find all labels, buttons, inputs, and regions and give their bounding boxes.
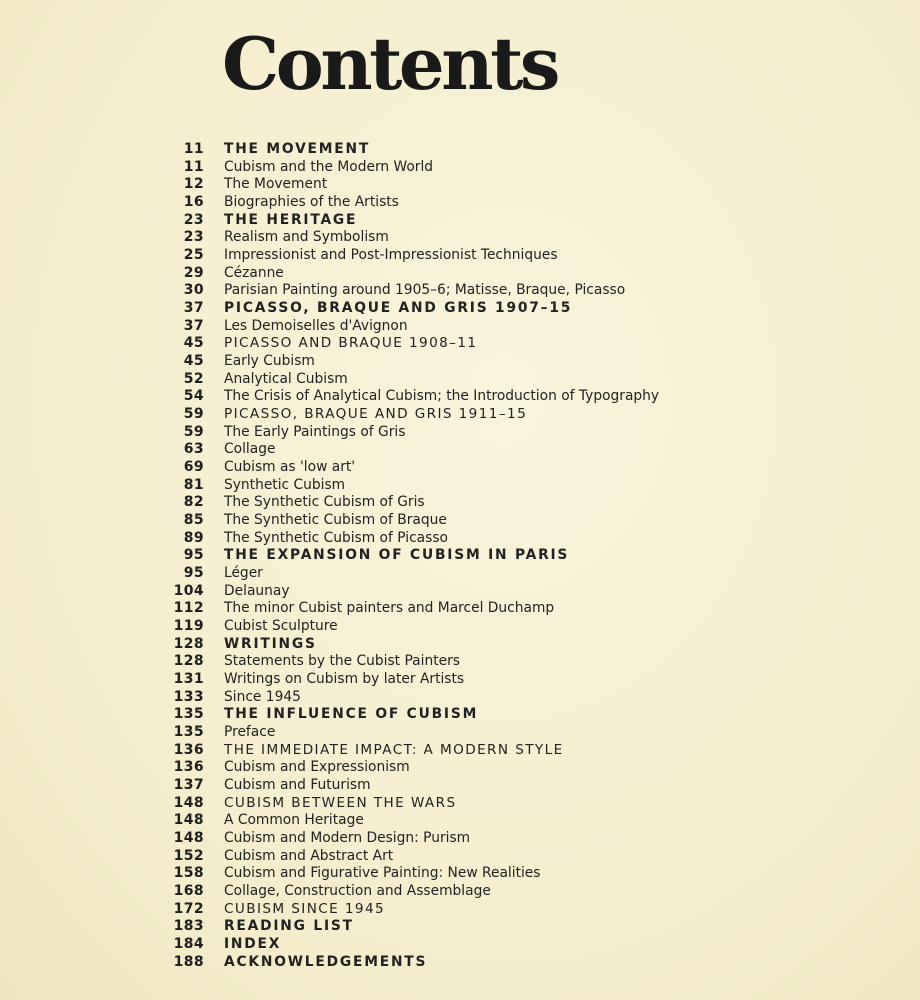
toc-page-number: 136	[173, 759, 204, 776]
toc-entry	[0, 918, 920, 936]
toc-entry	[0, 670, 920, 688]
toc-entry	[0, 900, 920, 918]
toc-entry-title: Cubism and Modern Design: Purism	[224, 830, 471, 847]
toc-entry	[0, 211, 920, 229]
toc-page-number: 95	[183, 547, 204, 564]
toc-section-heading: WRITINGS	[224, 635, 317, 652]
toc-entry-title: The Crisis of Analytical Cubism; the Introduction of Typography	[224, 388, 660, 405]
toc-entry	[0, 228, 920, 246]
toc-entry	[0, 281, 920, 299]
toc-page-number: 131	[173, 670, 204, 687]
toc-section-heading: ACKNOWLEDGEMENTS	[224, 953, 428, 970]
toc-page-number: 16	[183, 193, 204, 210]
toc-page-number: 188	[173, 953, 204, 970]
toc-entry-title: Writings on Cubism by later Artists	[224, 670, 465, 687]
toc-page-number: 152	[173, 847, 204, 864]
toc-entry	[0, 352, 920, 370]
toc-page-number: 37	[183, 299, 204, 316]
toc-subsection-heading: CUBISM BETWEEN THE WARS	[224, 794, 457, 811]
toc-entry	[0, 865, 920, 883]
toc-page-number: 59	[183, 423, 204, 440]
toc-page-number: 112	[173, 600, 204, 617]
toc-page-number: 45	[183, 335, 204, 352]
toc-page-number: 104	[173, 582, 204, 599]
toc-page-number: 37	[183, 317, 204, 334]
toc-entry	[0, 759, 920, 777]
toc-entry-title: The Synthetic Cubism of Gris	[224, 494, 425, 511]
toc-entry	[0, 935, 920, 953]
toc-entry	[0, 405, 920, 423]
toc-page-number: 148	[173, 794, 204, 811]
toc-entry	[0, 140, 920, 158]
toc-page-number: 63	[183, 441, 204, 458]
toc-entry-title: Delaunay	[224, 582, 290, 599]
toc-section-heading: THE MOVEMENT	[224, 140, 371, 157]
toc-entry-title: The minor Cubist painters and Marcel Duchamp	[224, 600, 555, 617]
toc-entry-title: The Movement	[224, 176, 328, 193]
toc-page-number: 23	[183, 229, 204, 246]
toc-subsection-heading: CUBISM SINCE 1945	[224, 900, 386, 917]
toc-page-number: 137	[173, 777, 204, 794]
toc-page-number: 158	[173, 865, 204, 882]
toc-section-heading: READING LIST	[224, 918, 354, 935]
toc-entry	[0, 511, 920, 529]
toc-entry	[0, 617, 920, 635]
toc-entry	[0, 953, 920, 971]
toc-entry	[0, 776, 920, 794]
toc-entry	[0, 175, 920, 193]
toc-entry	[0, 829, 920, 847]
table-of-contents	[0, 140, 920, 971]
toc-section-heading: THE INFLUENCE OF CUBISM	[224, 706, 479, 723]
toc-page-number: 85	[183, 511, 204, 528]
toc-page-number: 12	[183, 176, 204, 193]
toc-entry	[0, 458, 920, 476]
toc-entry	[0, 688, 920, 706]
toc-entry-title: The Synthetic Cubism of Braque	[224, 511, 447, 528]
toc-entry	[0, 370, 920, 388]
toc-entry	[0, 476, 920, 494]
toc-page-number: 25	[183, 246, 204, 263]
toc-entry	[0, 493, 920, 511]
toc-section-heading: INDEX	[224, 936, 282, 953]
toc-page-number: 59	[183, 405, 204, 422]
toc-entry	[0, 299, 920, 317]
toc-entry-title: Cubism as 'low art'	[224, 458, 356, 475]
toc-entry-title: Cubism and Figurative Painting: New Realities	[224, 865, 541, 882]
toc-entry	[0, 564, 920, 582]
toc-page-number: 81	[183, 476, 204, 493]
toc-entry-title: Cubist Sculpture	[224, 617, 338, 634]
toc-entry-title: Early Cubism	[224, 352, 315, 369]
toc-page-number: 30	[183, 282, 204, 299]
toc-entry	[0, 582, 920, 600]
toc-entry-title: Synthetic Cubism	[224, 476, 346, 493]
toc-page-number: 184	[173, 936, 204, 953]
toc-page-number: 128	[173, 653, 204, 670]
toc-subsection-heading: PICASSO AND BRAQUE 1908–11	[224, 335, 478, 352]
toc-entry	[0, 246, 920, 264]
toc-page-number: 69	[183, 458, 204, 475]
toc-page-number: 29	[183, 264, 204, 281]
toc-entry-title: Impressionist and Post-Impressionist Techniques	[224, 246, 558, 263]
toc-page-number: 45	[183, 352, 204, 369]
toc-entry-title: Preface	[224, 724, 276, 740]
toc-entry	[0, 847, 920, 865]
toc-page-number: 183	[173, 918, 204, 935]
toc-entry	[0, 546, 920, 564]
toc-entry	[0, 706, 920, 724]
toc-entry	[0, 723, 920, 741]
toc-entry-title: Since 1945	[224, 688, 301, 705]
toc-page-number: 135	[173, 706, 204, 723]
toc-page-number: 11	[183, 140, 204, 157]
toc-entry-title: Cézanne	[224, 264, 284, 281]
page-title: Contents	[222, 21, 557, 106]
toc-page-number: 11	[183, 158, 204, 175]
toc-page-number: 172	[173, 900, 204, 917]
toc-entry	[0, 529, 920, 547]
toc-entry	[0, 812, 920, 830]
toc-entry-title: Collage, Construction and Assemblage	[224, 883, 491, 900]
toc-page-number: 148	[173, 812, 204, 829]
toc-entry-title: Parisian Painting around 1905–6; Matisse, Braque, Picasso	[224, 282, 626, 299]
toc-page-number: 136	[173, 741, 204, 758]
toc-entry-title: The Synthetic Cubism of Picasso	[224, 529, 448, 546]
toc-entry	[0, 440, 920, 458]
toc-entry-title: A Common Heritage	[224, 812, 364, 829]
toc-entry-title: Cubism and Abstract Art	[224, 847, 394, 864]
toc-entry	[0, 794, 920, 812]
toc-entry-title: The Early Paintings of Gris	[224, 423, 406, 440]
toc-entry	[0, 334, 920, 352]
toc-entry	[0, 635, 920, 653]
toc-page-number: 89	[183, 529, 204, 546]
toc-entry-title: Realism and Symbolism	[224, 229, 389, 246]
toc-page-number: 23	[183, 211, 204, 228]
toc-entry-title: Léger	[224, 564, 263, 581]
toc-entry-title: Biographies of the Artists	[224, 193, 399, 210]
toc-section-heading: PICASSO, BRAQUE AND GRIS 1907–15	[224, 299, 573, 316]
toc-page-number: 133	[173, 688, 204, 705]
toc-entry-title: Cubism and Futurism	[224, 777, 371, 794]
toc-page-number: 54	[183, 388, 204, 405]
toc-entry	[0, 264, 920, 282]
toc-entry	[0, 193, 920, 211]
toc-entry	[0, 317, 920, 335]
toc-page-number: 168	[173, 883, 204, 900]
toc-entry	[0, 158, 920, 176]
toc-entry-title: Cubism and the Modern World	[224, 158, 434, 175]
toc-page-number: 148	[173, 830, 204, 847]
toc-entry	[0, 423, 920, 441]
toc-entry-title: Cubism and Expressionism	[224, 759, 410, 776]
toc-subsection-heading: PICASSO, BRAQUE AND GRIS 1911–15	[224, 405, 528, 422]
toc-section-heading: THE HERITAGE	[224, 211, 358, 228]
toc-section-heading: THE EXPANSION OF CUBISM IN PARIS	[224, 547, 570, 564]
toc-entry	[0, 882, 920, 900]
toc-page-number: 52	[183, 370, 204, 387]
toc-entry-title: Analytical Cubism	[224, 370, 348, 387]
toc-entry	[0, 652, 920, 670]
toc-page-number: 82	[183, 494, 204, 511]
toc-page-number: 119	[173, 617, 204, 634]
toc-entry-title: Statements by the Cubist Painters	[224, 653, 460, 670]
toc-entry	[0, 599, 920, 617]
toc-entry	[0, 387, 920, 405]
toc-page-number: 95	[183, 564, 204, 581]
toc-page-number: 135	[173, 724, 204, 740]
toc-entry-title: Collage	[224, 441, 276, 458]
toc-entry	[0, 741, 920, 759]
toc-page-number: 128	[173, 635, 204, 652]
toc-entry-title: Les Demoiselles d'Avignon	[224, 317, 408, 334]
toc-subsection-heading: THE IMMEDIATE IMPACT: A MODERN STYLE	[224, 741, 564, 758]
